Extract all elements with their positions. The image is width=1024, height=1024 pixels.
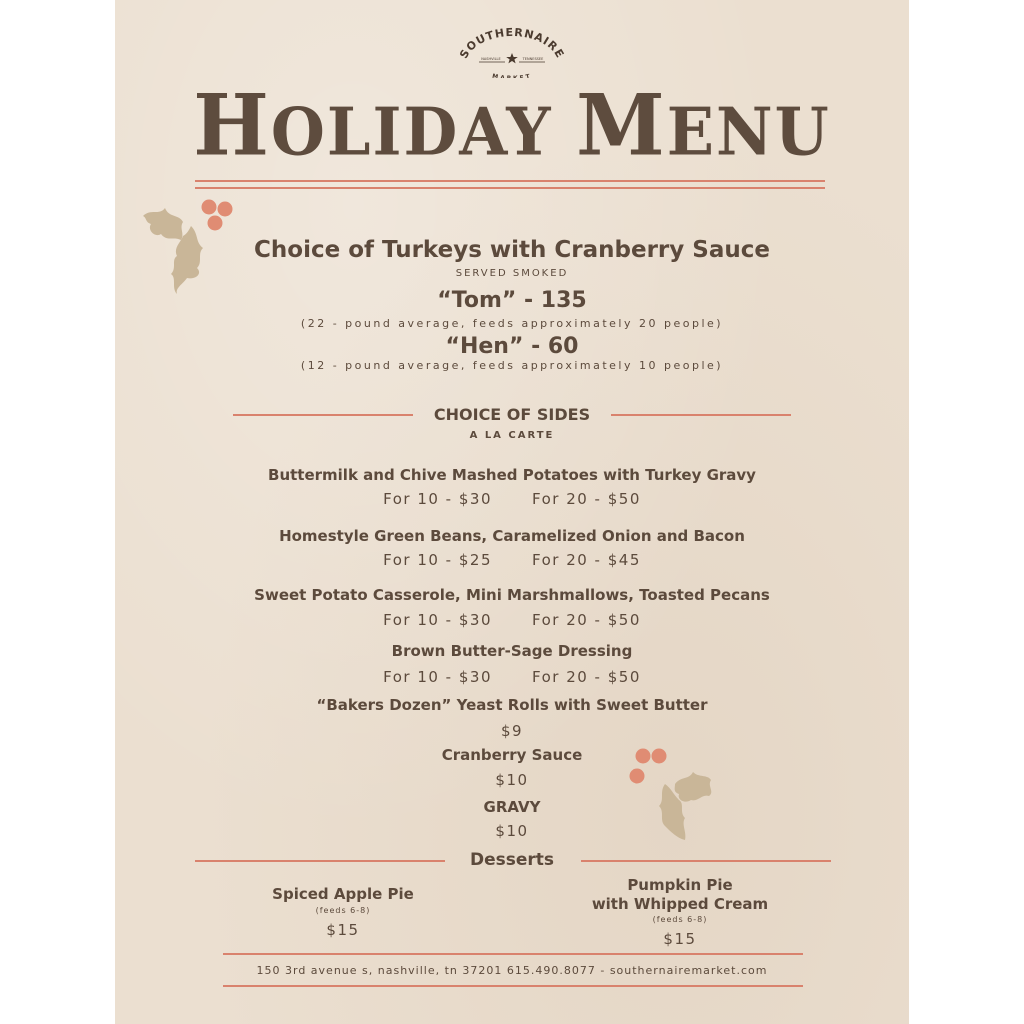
side-item-prices: For 10 - $30 For 20 - $50 (383, 611, 641, 629)
side-item-name: Cranberry Sauce (441, 746, 583, 764)
svg-text:TENNESSEE: TENNESSEE (522, 57, 544, 61)
dessert-name-line2: with Whipped Cream (591, 895, 769, 913)
sides-heading: CHOICE OF SIDES (433, 405, 591, 424)
footer-contact: 150 3rd avenue s, nashville, tn 37201 615.490.8077 - southernairemarket.com (256, 964, 768, 977)
holly-icon (615, 740, 725, 844)
side-item-name: Sweet Potato Casserole, Mini Marshmallows, Toasted Pecans (254, 586, 770, 604)
side-item-price: $10 (495, 822, 529, 840)
dessert-price: $15 (326, 921, 360, 939)
dessert-note: (feeds 6-8) (315, 906, 371, 915)
dessert-name: Spiced Apple Pie (272, 885, 414, 903)
tom-turkey-note: (22 - pound average, feeds approximately 20 people) (300, 317, 724, 330)
dessert-pumpkin-pie (580, 876, 780, 948)
turkeys-heading: Choice of Turkeys with Cranberry Sauce (254, 237, 770, 263)
side-item-price: $10 (495, 771, 529, 789)
dessert-apple-pie (243, 885, 443, 939)
footer-divider-bottom (223, 985, 803, 987)
svg-text:MARKET: M ET (491, 72, 533, 78)
side-item-name: Buttermilk and Chive Mashed Potatoes with Turkey Gravy (268, 466, 756, 484)
title-divider-top (195, 180, 825, 182)
dessert-name: Pumpkin Pie (627, 876, 733, 894)
footer-divider-top (223, 953, 803, 955)
hen-turkey-note: (12 - pound average, feeds approximately 10 people) (300, 359, 724, 372)
side-item-prices: For 10 - $30 For 20 - $50 (383, 668, 641, 686)
side-item-name: Brown Butter-Sage Dressing (391, 642, 633, 660)
side-item-name: GRAVY (483, 798, 541, 816)
sides-subheading: A LA CARTE (469, 430, 555, 441)
side-item-name: Homestyle Green Beans, Caramelized Onion and Bacon (279, 527, 745, 545)
svg-text:NASHVILLE: NASHVILLE (481, 57, 501, 61)
dessert-note: (feeds 6-8) (652, 915, 708, 924)
market-logo (455, 26, 569, 78)
side-item-price: $9 (500, 722, 524, 740)
menu-page (115, 0, 909, 1024)
hen-turkey-price: “Hen” - 60 (445, 334, 579, 359)
side-item-name: “Bakers Dozen” Yeast Rolls with Sweet Butter (316, 696, 708, 714)
desserts-heading: Desserts (469, 850, 555, 870)
side-item-prices: For 10 - $25 For 20 - $45 (383, 551, 641, 569)
dessert-price: $15 (663, 930, 697, 948)
side-item-prices: For 10 - $30 For 20 - $50 (383, 490, 641, 508)
tom-turkey-price: “Tom” - 135 (437, 288, 587, 313)
turkeys-subheading: SERVED SMOKED (455, 268, 569, 279)
page-title: HOLIDAY MENU (193, 75, 831, 175)
title-divider-bottom (195, 187, 825, 189)
svg-text:SOUTHERNAIRE: SOUTHERNAIRE (457, 26, 567, 61)
